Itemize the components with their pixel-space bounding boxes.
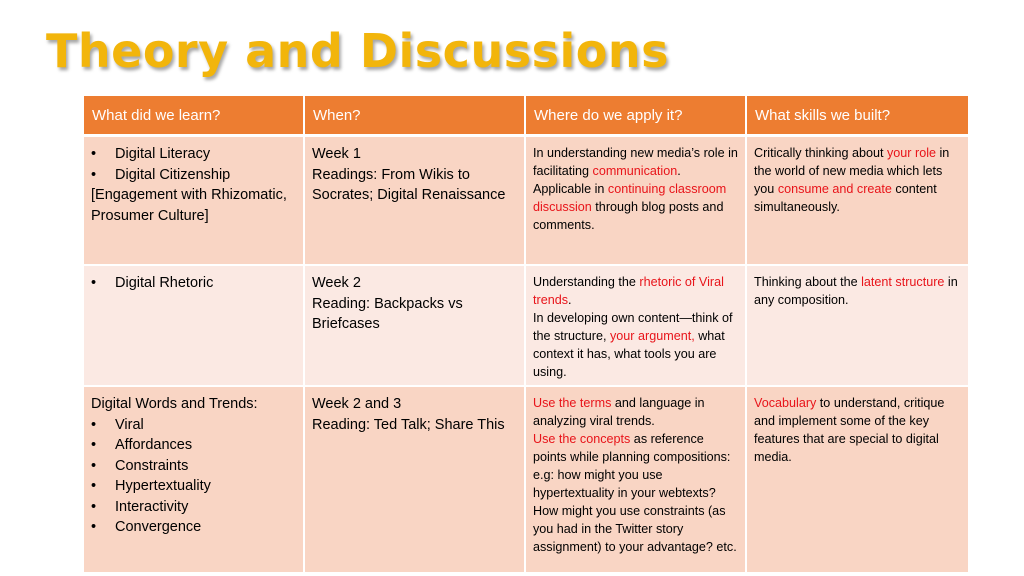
list-item: • Convergence (91, 517, 296, 538)
list-item: • Digital Citizenship (91, 165, 296, 186)
skills-cell (746, 265, 969, 386)
topic-note: [Engagement with Rhizomatic, Prosumer Culture] (91, 187, 287, 224)
skills-cell (746, 136, 969, 266)
week-label: Week 2 (312, 275, 361, 291)
list-item: • Viral (91, 415, 296, 436)
skills-text: Critically thinking about your role in the world of new media which lets you consume and create content simultaneously. (754, 146, 950, 214)
learn-cell (83, 136, 304, 266)
list-item: • Hypertextuality (91, 476, 296, 497)
table-row (83, 136, 969, 266)
week-label: Week 1 (312, 146, 361, 162)
topic-heading: Digital Words and Trends: (91, 396, 258, 412)
apply-text-2: Use the concepts as reference points while planning compositions: e.g: how might you use hypertextuality in your webtexts? How might you use constraints (as you had in the Twitter story assignment) to your advantage? etc. (533, 432, 737, 554)
list-item: • Digital Rhetoric (91, 273, 296, 294)
header-what-learned: What did we learn? (83, 95, 304, 136)
skills-cell (746, 386, 969, 573)
learn-cell (83, 386, 304, 573)
header-skills-built: What skills we built? (746, 95, 969, 136)
header-where-apply: Where do we apply it? (525, 95, 746, 136)
apply-cell (525, 386, 746, 573)
skills-text: Thinking about the latent structure in any composition. (754, 275, 958, 307)
apply-cell (525, 265, 746, 386)
list-item: • Interactivity (91, 497, 296, 518)
reading-label: Reading: Backpacks vs Briefcases (312, 295, 463, 332)
apply-text-2: Applicable in continuing classroom discussion through blog posts and comments. (533, 182, 727, 232)
content-table (82, 94, 970, 574)
skills-text: Vocabulary to understand, critique and implement some of the key features that are special to digital media. (754, 396, 945, 464)
list-item: • Constraints (91, 456, 296, 477)
table-row (83, 386, 969, 573)
when-cell (304, 136, 525, 266)
learn-cell (83, 265, 304, 386)
topic-list (91, 273, 296, 294)
when-cell (304, 265, 525, 386)
topic-list (91, 144, 296, 185)
apply-text-1: Understanding the rhetoric of Viral trends. (533, 275, 724, 307)
apply-text-1: Use the terms and language in analyzing viral trends. (533, 396, 705, 428)
reading-label: Reading: Ted Talk; Share This (312, 416, 505, 433)
apply-cell (525, 136, 746, 266)
table-row (83, 265, 969, 386)
slide-title: Theory and Discussions (46, 24, 669, 78)
topic-list (91, 415, 296, 538)
list-item: • Affordances (91, 435, 296, 456)
apply-text-1: In understanding new media’s role in facilitating communication. (533, 146, 738, 178)
reading-label: Readings: From Wikis to Socrates; Digital Renaissance (312, 166, 506, 203)
when-cell (304, 386, 525, 573)
table-header-row (83, 95, 969, 136)
week-label: Week 2 and 3 (312, 396, 402, 412)
apply-text-2: In developing own content—think of the structure, your argument, what context it has, what tools you are using. (533, 311, 733, 379)
header-when: When? (304, 95, 525, 136)
list-item: • Digital Literacy (91, 144, 296, 165)
